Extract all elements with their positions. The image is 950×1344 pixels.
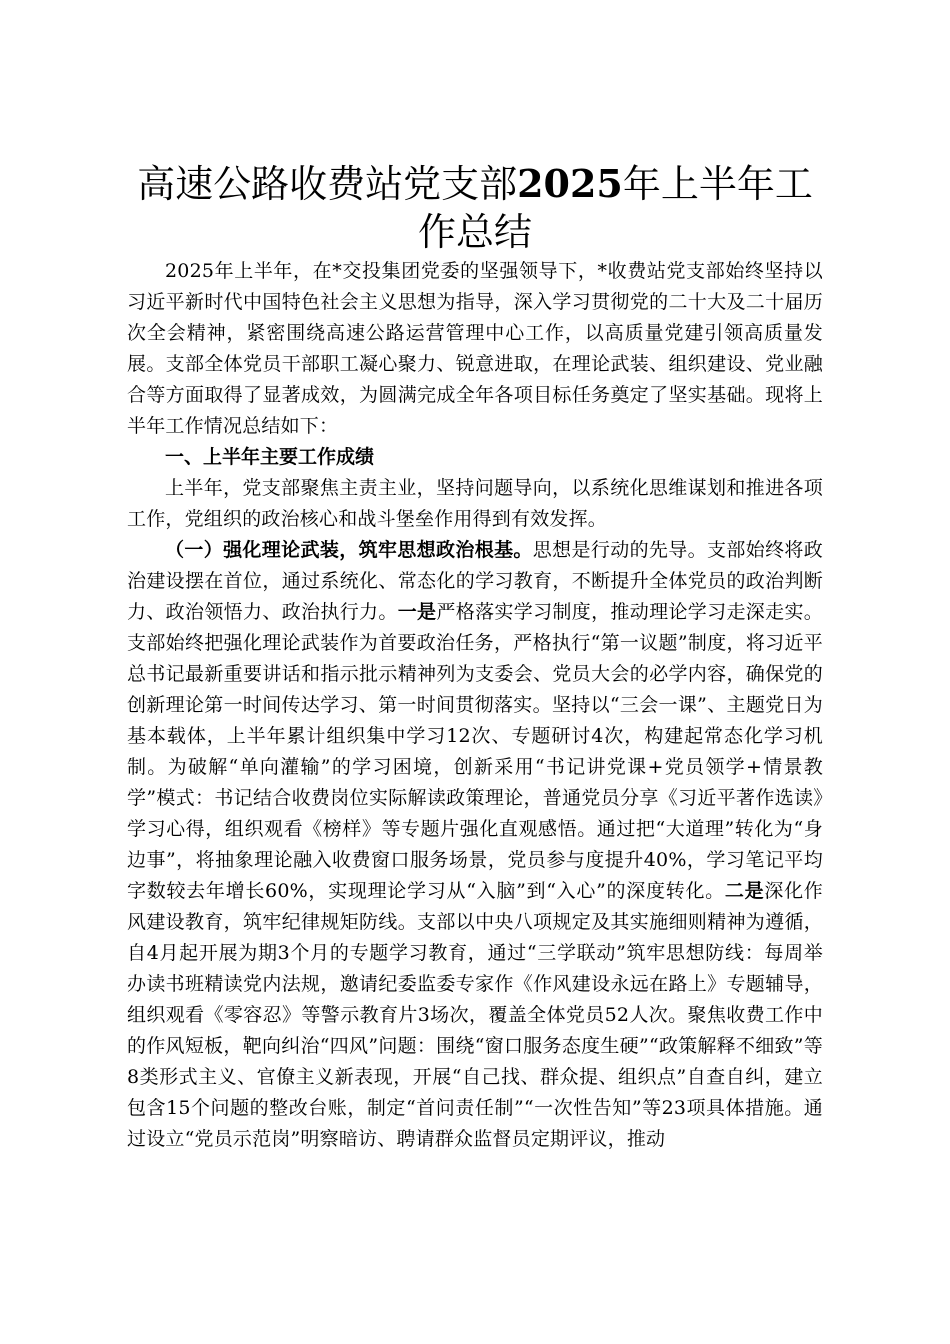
document-title	[127, 160, 823, 256]
intro-paragraph: 2025年上半年，在*交投集团党委的坚强领导下，*收费站党支部始终坚持以习近平新时代中国特色社会主义思想为指导，深入学习贯彻党的二十大及二十届历次全会精神，紧密围绕高速公路运营管理中心工作，以高质量党建引领高质量发展。支部全体党员干部职工凝心聚力、锐意进取，在理论武装、组织建设、党业融合等方面取得了显著成效，为圆满完成全年各项目标任务奠定了坚实基础。现将上半年工作情况总结如下：	[127, 260, 823, 437]
section1-intro-paragraph: 上半年，党支部聚焦主责主业，坚持问题导向，以系统化思维谋划和推进各项工作，党组织的政治核心和战斗堡垒作用得到有效发挥。	[127, 477, 823, 530]
sub1-heading: （一）强化理论武装，筑牢思想政治根基。	[165, 539, 533, 561]
document-page	[127, 160, 823, 1155]
sub1-point1-label: 一是	[397, 601, 437, 623]
sub1-text-a: 思想是行动的先导。支部始终将政治建设摆在首位，通过系统化、常态化的学习教育，不断提升全体党员的政治判断力、政治领悟力、政治执行力。	[127, 539, 823, 623]
section1-heading: 一、上半年主要工作成绩	[165, 446, 375, 468]
sub1-point2-label: 二是	[724, 880, 765, 902]
title-part1: 高速公路收费站党支部	[137, 162, 518, 206]
sub1-point2-text: 深化作风建设教育，筑牢纪律规矩防线。支部以中央八项规定及其实施细则精神为遵循，自4月起开展为期3个月的专题学习教育，通过“三学联动”筑牢思想防线：每周举办读书班精读党内法规，邀请纪委监委专家作《作风建设永远在路上》专题辅导，组织观看《零容忍》等警示教育片3场次，覆盖全体党员52人次。聚焦收费工作中的作风短板，靶向纠治“四风”问题：围绕“窗口服务态度生硬”“政策解释不细致”等8类形式主义、官僚主义新表现，开展“自己找、群众提、组织点”自查自纠，建立包含15个问题的整改台账，制定“首问责任制”“一次性告知”等23项具体措施。通过设立“党员示范岗”明察暗访、聘请群众监督员定期评议，推动	[127, 880, 824, 1150]
title-year: 2025	[517, 161, 623, 206]
sub1-point1-text: 严格落实学习制度，推动理论学习走深走实。支部始终把强化理论武装作为首要政治任务，严格执行“第一议题”制度，将习近平总书记最新重要讲话和指示批示精神列为支委会、党员大会的必学内容，确保党的创新理论第一时间传达学习、第一时间贯彻落实。坚持以“三会一课”、主题党日为基本载体，上半年累计组织集中学习12次、专题研讨4次，构建起常态化学习机制。为破解“单向灌输”的学习困境，创新采用“书记讲党课+党员领学+情景教学”模式：书记结合收费岗位实际解读政策理论，普通党员分享《习近平著作选读》学习心得，组织观看《榜样》等专题片强化直观感悟。通过把“大道理”转化为“身边事”，将抽象理论融入收费窗口服务场景，党员参与度提升40%，学习笔记平均字数较去年增长60%，实现理论学习从“入脑”到“入心”的深度转化。	[127, 601, 823, 902]
sub1-paragraph	[127, 535, 823, 1155]
title-part2: 年上半年工作总结	[417, 162, 813, 254]
